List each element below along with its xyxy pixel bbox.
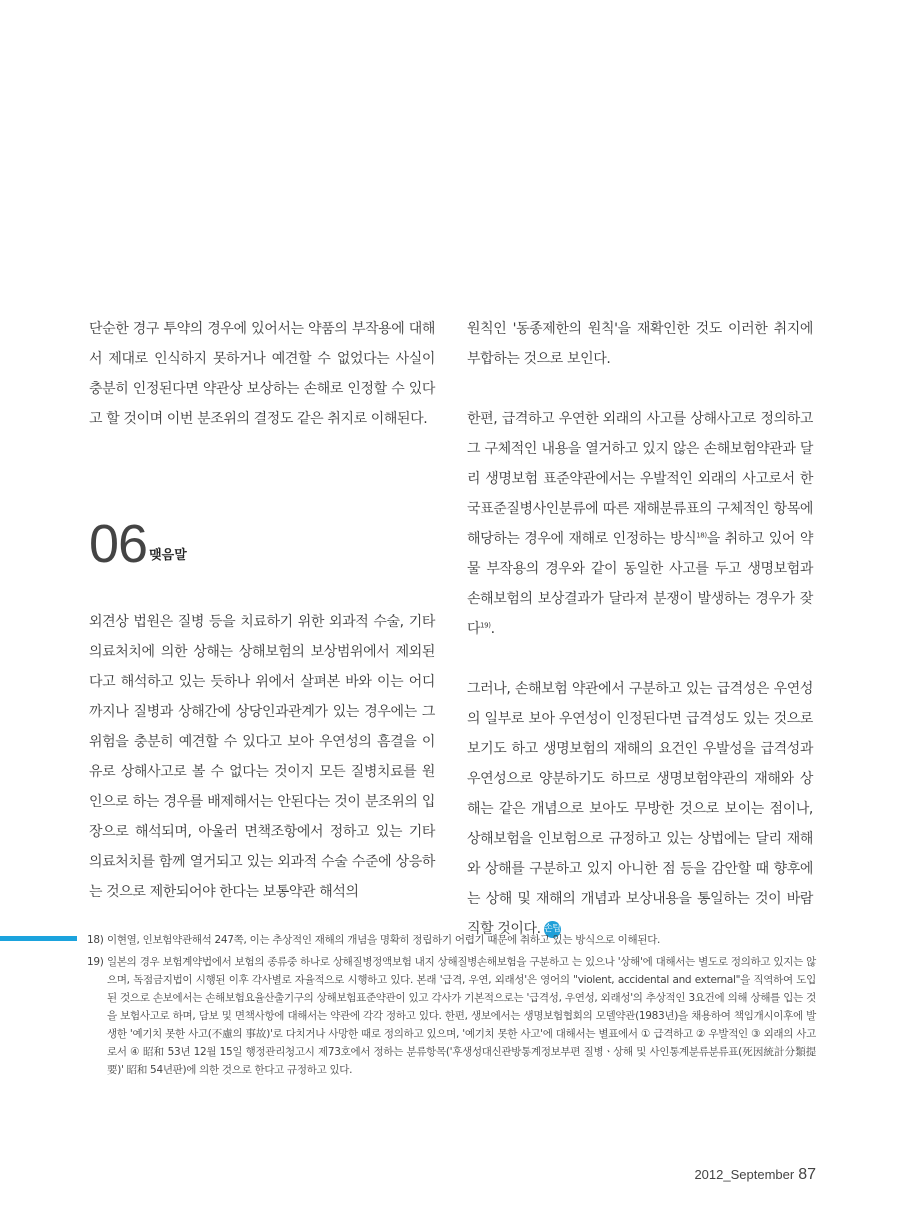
right-column: [467, 314, 813, 944]
body-paragraph: [467, 674, 813, 944]
paragraph-text: 그러나, 손해보험 약관에서 구분하고 있는 급격성은 우연성의 일부로 보아 우연성이 인정된다면 급격성도 있는 것으로 보기도 하고 생명보험의 재해의 요건인 우발성을 급격성과 우연성으로 양분하기도 하므로 생명보험약관의 재해와 상해는 같은 개념으로 보아도 무방한 것으로 보이는 점이나, 상해보험을 인보험으로 규정하고 있는 상법에는 달리 재해와 상해를 구분하고 있지 아니한 점 등을 감안할 때 향후에는 상해 및 재해의 개념과 보상내용을 통일하는 것이 바람직할 것이다.: [467, 681, 813, 937]
body-paragraph: 원칙인 '동종제한의 원칙'을 재확인한 것도 이러한 취지에 부합하는 것으로 보인다.: [467, 321, 813, 367]
left-column-bottom: [89, 607, 435, 907]
footnotes: [87, 931, 816, 1083]
paragraph-text: .: [490, 621, 495, 637]
section-heading: [89, 511, 187, 574]
body-paragraph: [467, 404, 813, 644]
left-column-top: [89, 314, 435, 434]
issue-label: 2012_September: [694, 1167, 795, 1182]
paragraph-text: 한편, 급격하고 우연한 외래의 사고를 상해사고로 정의하고 그 구체적인 내용을 열거하고 있지 않은 손해보험약관과 달리 생명보험 표준약관에서는 우발적인 외래의 사고로서 한국표준질병사인분류에 따른 재해분류표의 구체적인 항목에 해당하는 경우에 재해로 인정하는 방식: [467, 411, 813, 547]
footnote-number: 19): [87, 956, 104, 968]
footnote-number: 18): [87, 934, 104, 946]
paragraph-text: 을 취하고 있어 약물 부작용의 경우와 같이 동일한 사고를 두고 생명보험과 손해보험의 보상결과가 달라져 분쟁이 발생하는 경우가 잦다: [467, 531, 813, 637]
page-number: 87: [798, 1166, 816, 1183]
footnote: [87, 931, 816, 949]
footnote: [87, 953, 816, 1079]
body-paragraph: 외견상 법원은 질병 등을 치료하기 위한 외과적 수술, 기타 의료처치에 의한 상해는 상해보험의 보상범위에서 제외된다고 해석하고 있는 듯하나 위에서 살펴본 바와 이는 어디까지나 질병과 상해간에 상당인과관계가 있는 경우에는 그 위험을 충분히 예견할 수 있다고 보아 우연성의 흠결을 이유로 상해사고로 볼 수 없다는 것이지 모든 질병치료를 원인으로 하는 경우를 배제해서는 안된다는 것이 분조위의 입장으로 해석되며, 아울러 면책조항에서 정하고 있는 기타 의료처치를 함께 열거되고 있는 외과적 수술 수준에 상응하는 것으로 제한되어야 한다는 보통약관 해석의: [89, 614, 435, 900]
body-paragraph: 단순한 경구 투약의 경우에 있어서는 약품의 부작용에 대해서 제대로 인식하지 못하거나 예견할 수 없었다는 사실이 충분히 인정된다면 약관상 보상하는 손해로 인정할 수 있다고 할 것이며 이번 분조위의 결정도 같은 취지로 이해된다.: [89, 321, 435, 427]
footnote-ref[interactable]: 18): [696, 531, 707, 540]
end-mark-icon: 손팁: [544, 921, 561, 938]
section-title: 맺음말: [149, 548, 187, 563]
footnote-ref[interactable]: 19): [480, 621, 491, 630]
footnote-text: 일본의 경우 보험계약법에서 보험의 종류중 하나로 상해질병정액보험 내지 상해질병손해보험을 구분하고 는 있으나 '상해'에 대해서는 별도로 정의하고 있지는 않으며, 독점금지법이 시행된 이후 각사별로 자율적으로 시행하고 있다. 본래 '급격, 우연, 외래성'은 영어의 "violent, accidental and external"을 직역하여 도입된 것으로 손보에서는 손해보험요율산출기구의 상해보험표준약관이 있고 각사가 기본적으로는 '급격성, 우연성, 외래성'의 추상적인 3요건에 의해 상해를 입는 것을 보험사고로 하며, 담보 및 면책사항에 대해서는 약관에 각각 정하고 있다. 한편, 생보에서는 생명보험협회의 모델약관(1983년)을 채용하여 책임개시이후에 발생한 '예기치 못한 사고(不慮의 事故)'로 다치거나 사망한 때로 정의하고 있으며, '예기치 못한 사고'에 대해서는 별표에서 ① 급격하고 ② 우발적인 ③ 외래의 사고로서 ④ 昭和 53년 12월 15일 행정관리청고시 제73호에서 정하는 분류항목('후생성대신관방통계정보부편 질병ㆍ상해 및 사인통계분류분류표(死因統計分類提要)' 昭和 54년판)에 의한 것으로 한다고 규정하고 있다.: [107, 956, 816, 1076]
page-folio: [694, 1166, 816, 1184]
section-number: 06: [89, 514, 148, 574]
footnote-text: 이현열, 인보험약관해석 247쪽, 이는 추상적인 재해의 개념을 명확히 정립하기 어렵기 때문에 취하고 있는 방식으로 이해된다.: [107, 934, 661, 946]
footnote-accent-bar: [0, 936, 77, 941]
